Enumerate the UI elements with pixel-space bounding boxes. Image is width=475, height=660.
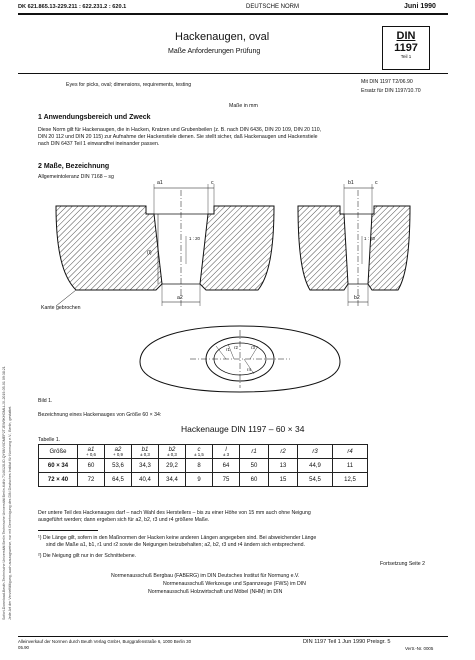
table-header-row — [39, 445, 368, 459]
designation-example: Hackenauge DIN 1197 – 60 × 34 — [181, 424, 305, 434]
header-a2: a2 + 0,9 — [105, 445, 132, 459]
committee-line-3: Normenausschuß Holzwirtschaft und Möbel (NHM) im DIN — [148, 589, 283, 595]
table-cell: 72 — [78, 473, 105, 487]
norm-label: DEUTSCHE NORM — [246, 4, 300, 10]
section-view-a — [36, 180, 276, 316]
table-caption: Tabelle 1. — [38, 437, 61, 443]
taper-ratio-b: 1 : 20 — [364, 236, 375, 241]
radius-r1: r1 — [226, 347, 230, 352]
committee-line-1: Normenausschuß Bergbau (FABERG) im DIN Deutsches Institut für Normung e.V. — [111, 573, 300, 579]
header-b2: b2 ± 0,3 — [159, 445, 186, 459]
footer-vertr: Vertr.-Nr. 0005 — [405, 646, 434, 651]
header-r3: r3 — [298, 445, 333, 459]
header-a1: a1 + 0,6 — [78, 445, 105, 459]
din-label: DIN — [396, 30, 416, 42]
table-cell: 40,4 — [132, 473, 159, 487]
dim-b2: b2 — [354, 295, 360, 301]
header-c: c ± 1,5 — [186, 445, 213, 459]
radius-r2: r2 — [234, 345, 238, 350]
header-r4: r4 — [333, 445, 368, 459]
english-title: Eyes for picks, oval; dimensions, requirements, testing — [66, 82, 192, 88]
footer-din-ref: DIN 1197 Teil 1 Jun 1990 Preisgr. 5 — [303, 639, 391, 645]
section-2-heading: 2 Maße, Bezeichnung — [38, 163, 110, 170]
header-l: l ± 3 — [213, 445, 240, 459]
table-cell: 53,6 — [105, 459, 132, 473]
side-notes — [2, 60, 12, 620]
table-cell: 8 — [186, 459, 213, 473]
section-1-line-1: Diese Norm gilt für Hackenaugen, die in Hacken, Kratzen und Grubenbeilen (z. B. nach DIN 6436, DIN 20 109, DIN 20 110, — [38, 127, 322, 133]
table-cell: 29,2 — [159, 459, 186, 473]
table-row — [39, 473, 368, 487]
note-para-2: ausgeführt werden; dann ergeben sich für a2, b2, r3 und r4 größere Maße. — [38, 517, 210, 523]
note-para-1: Der untere Teil des Hackenauges darf – nach Wahl des Herstellers – bis zu einer Höhe von 15 mm auch ohne Neigung — [38, 510, 311, 516]
table-cell: 11 — [333, 459, 368, 473]
header-size: Größe — [39, 445, 78, 459]
header-r2: r2 — [269, 445, 298, 459]
table-cell: 64 — [213, 459, 240, 473]
table-cell: 12,5 — [333, 473, 368, 487]
footer-publisher: Alleinverkauf der Normen durch Beuth Verlag GmbH, Burggrafenstraße 6, 1000 Berlin 30 — [18, 639, 192, 644]
table-cell: 72 × 40 — [39, 473, 78, 487]
header-r1: r1 — [240, 445, 269, 459]
table-cell: 15 — [269, 473, 298, 487]
din-part: Teil 1 — [400, 54, 412, 59]
table-cell: 34,3 — [132, 459, 159, 473]
dim-l: (l) — [147, 250, 152, 256]
section-1-heading: 1 Anwendungsbereich und Zweck — [38, 114, 151, 121]
table-cell: 13 — [269, 459, 298, 473]
radius-r4: r4 — [247, 367, 251, 372]
committee-line-2: Normenausschuß Werkzeuge und Spannzeuge (FWS) im DIN — [163, 581, 306, 587]
top-view — [130, 322, 350, 396]
designation-intro: Bezeichnung eines Hackenauges von Größe 60 × 34: — [38, 412, 162, 418]
edge-note: Kante gebrochen — [41, 305, 81, 311]
section-1-line-3: nach DIN 6437 Teil 1 einwandfrei ineinander passen. — [38, 141, 160, 147]
taper-ratio-a: 1 : 20 — [189, 236, 200, 241]
issue-date: Juni 1990 — [404, 3, 436, 10]
continued-note: Fortsetzung Seite 2 — [380, 561, 425, 567]
dim-c: c — [211, 180, 214, 186]
dim-a2: a2 — [177, 295, 183, 301]
table-row — [39, 459, 368, 473]
tolerance-note: Allgemeintoleranz DIN 7168 – sg — [38, 174, 114, 180]
header-b1: b1 ± 0,3 — [132, 445, 159, 459]
dim-a1: a1 — [157, 180, 163, 186]
side-download-note: Sofort-Download-Beuth-Technische Universität Berlin Technische Universität Berlin-KdNr.7146128-ID.QY8NVXDMEP2TJEW9KHDMLLJX-2019-05-01 09:38:21 — [2, 366, 6, 620]
dim-c-right: c — [375, 180, 378, 186]
footnote-2: ²) Die Neigung gilt nur in der Schnittebene. — [38, 553, 137, 559]
section-1-line-2: DIN 20 112 und DIN 20 115) zur Aufnahme der Hackenstiele dienen. Sie stellt sicher, daß Hackenaugen und Hackenstiele — [38, 134, 318, 140]
footnote-1-line-2: sind die Maße a1, b1, r1 und r2 sowie die Neigungen beizubehalten; a2, b2, r3 und r4 ändern sich entsprechend. — [46, 542, 305, 548]
units-note: Maße in mm — [229, 103, 258, 109]
table-cell: 44,9 — [298, 459, 333, 473]
footnote-1-line-1: ¹) Die Länge gilt, sofern in den Maßnormen der Hacken keine anderen Längen angegeben sind. Bei abweichender Länge — [38, 535, 317, 541]
ref-mit: Mit DIN 1197 T2/06.90 — [361, 79, 413, 85]
table-cell: 60 — [240, 473, 269, 487]
dk-number: DK 621.865.13-229.211 : 622.231.2 : 620.1 — [18, 4, 127, 10]
table-cell: 54,5 — [298, 473, 333, 487]
section-view-b — [290, 180, 450, 316]
table-cell: 34,4 — [159, 473, 186, 487]
table-cell: 75 — [213, 473, 240, 487]
din-number: 1197 — [394, 42, 418, 54]
dimensions-table — [38, 444, 368, 487]
radius-r3: r3 — [251, 345, 255, 350]
footer-date-code: 05.90 — [18, 645, 29, 650]
table-cell: 50 — [240, 459, 269, 473]
figure-caption: Bild 1. — [38, 398, 53, 404]
table-cell: 9 — [186, 473, 213, 487]
page-title: Hackenaugen, oval — [175, 31, 270, 43]
table-cell: 60 × 34 — [39, 459, 78, 473]
din-number-box — [382, 26, 430, 70]
ref-ersatz: Ersatz für DIN 1197/10.70 — [361, 88, 421, 94]
table-cell: 60 — [78, 459, 105, 473]
side-copyright-note: Jede Art der Vervielfältigung, auch auszugsweise, nur mit Genehmigung des DIN Deutsches Institut für Normung e.V., Berlin, gestattet. — [8, 405, 12, 620]
dim-b1: b1 — [348, 180, 354, 186]
page-subtitle: Maße Anforderungen Prüfung — [168, 48, 261, 55]
table-cell: 64,5 — [105, 473, 132, 487]
